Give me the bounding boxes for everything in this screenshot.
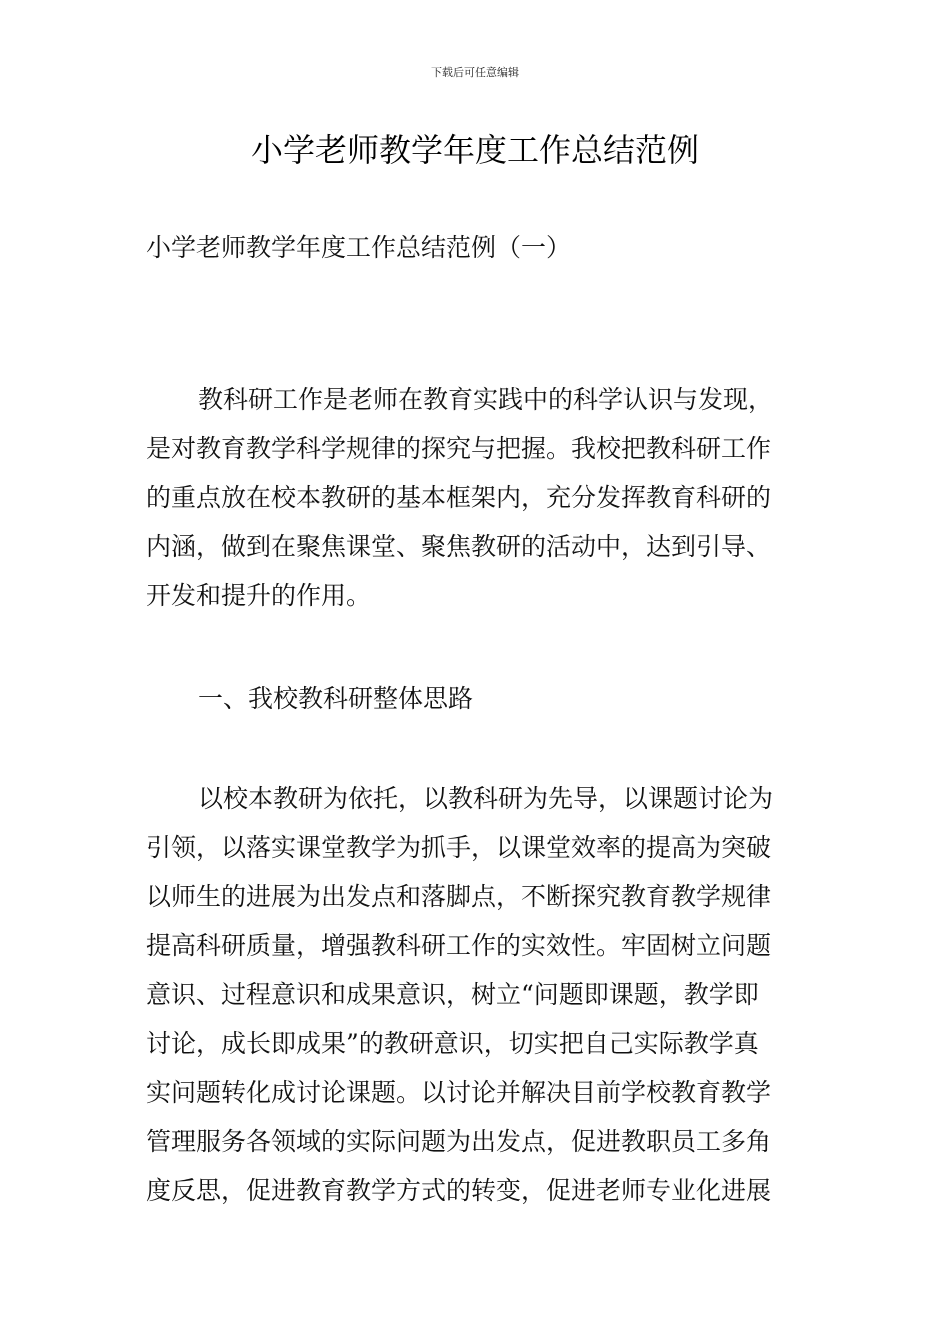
paragraph-line: 的重点放在校本教研的基本框架内，充分发挥教育科研的 [146,483,772,512]
paragraph-line: 度反思，促进教育教学方式的转变，促进老师专业化进展 [146,1176,772,1205]
paragraph-line: 以校本教研为依托，以教科研为先导，以课题讨论为 [198,784,774,813]
paragraph-intro [146,375,810,620]
paragraph-line: 意识、过程意识和成果意识，树立“问题即课题，教学即 [146,980,759,1009]
paragraph-line: 实问题转化成讨论课题。以讨论并解决目前学校教育教学 [146,1078,772,1107]
paragraph-line: 管理服务各领域的实际问题为出发点，促进教职员工多角 [146,1127,772,1156]
paragraph-approach [146,774,810,1215]
paragraph-line: 是对教育教学科学规律的探究与把握。我校把教科研工作 [146,434,772,463]
paragraph-line: 开发和提升的作用。 [146,581,372,610]
paragraph-line: 以师生的进展为出发点和落脚点，不断探究教育教学规律 [146,882,772,911]
paragraph-line: 讨论，成长即成果”的教研意识，切实把自己实际教学真 [146,1029,759,1058]
section-heading: 一、我校教科研整体思路 [198,684,474,713]
paragraph-line: 提高科研质量，增强教科研工作的实效性。牢固树立问题 [146,931,772,960]
paragraph-line: 内涵，做到在聚焦课堂、聚焦教研的活动中，达到引导、 [146,532,772,561]
paragraph-line: 引领，以落实课堂教学为抓手，以课堂效率的提高为突破 [146,833,772,862]
document-title: 小学老师教学年度工作总结范例 [250,131,699,169]
header-note: 下载后可任意编辑 [431,66,519,79]
document-subtitle: 小学老师教学年度工作总结范例（一） [146,233,572,262]
paragraph-line: 教科研工作是老师在教育实践中的科学认识与发现， [198,385,774,414]
